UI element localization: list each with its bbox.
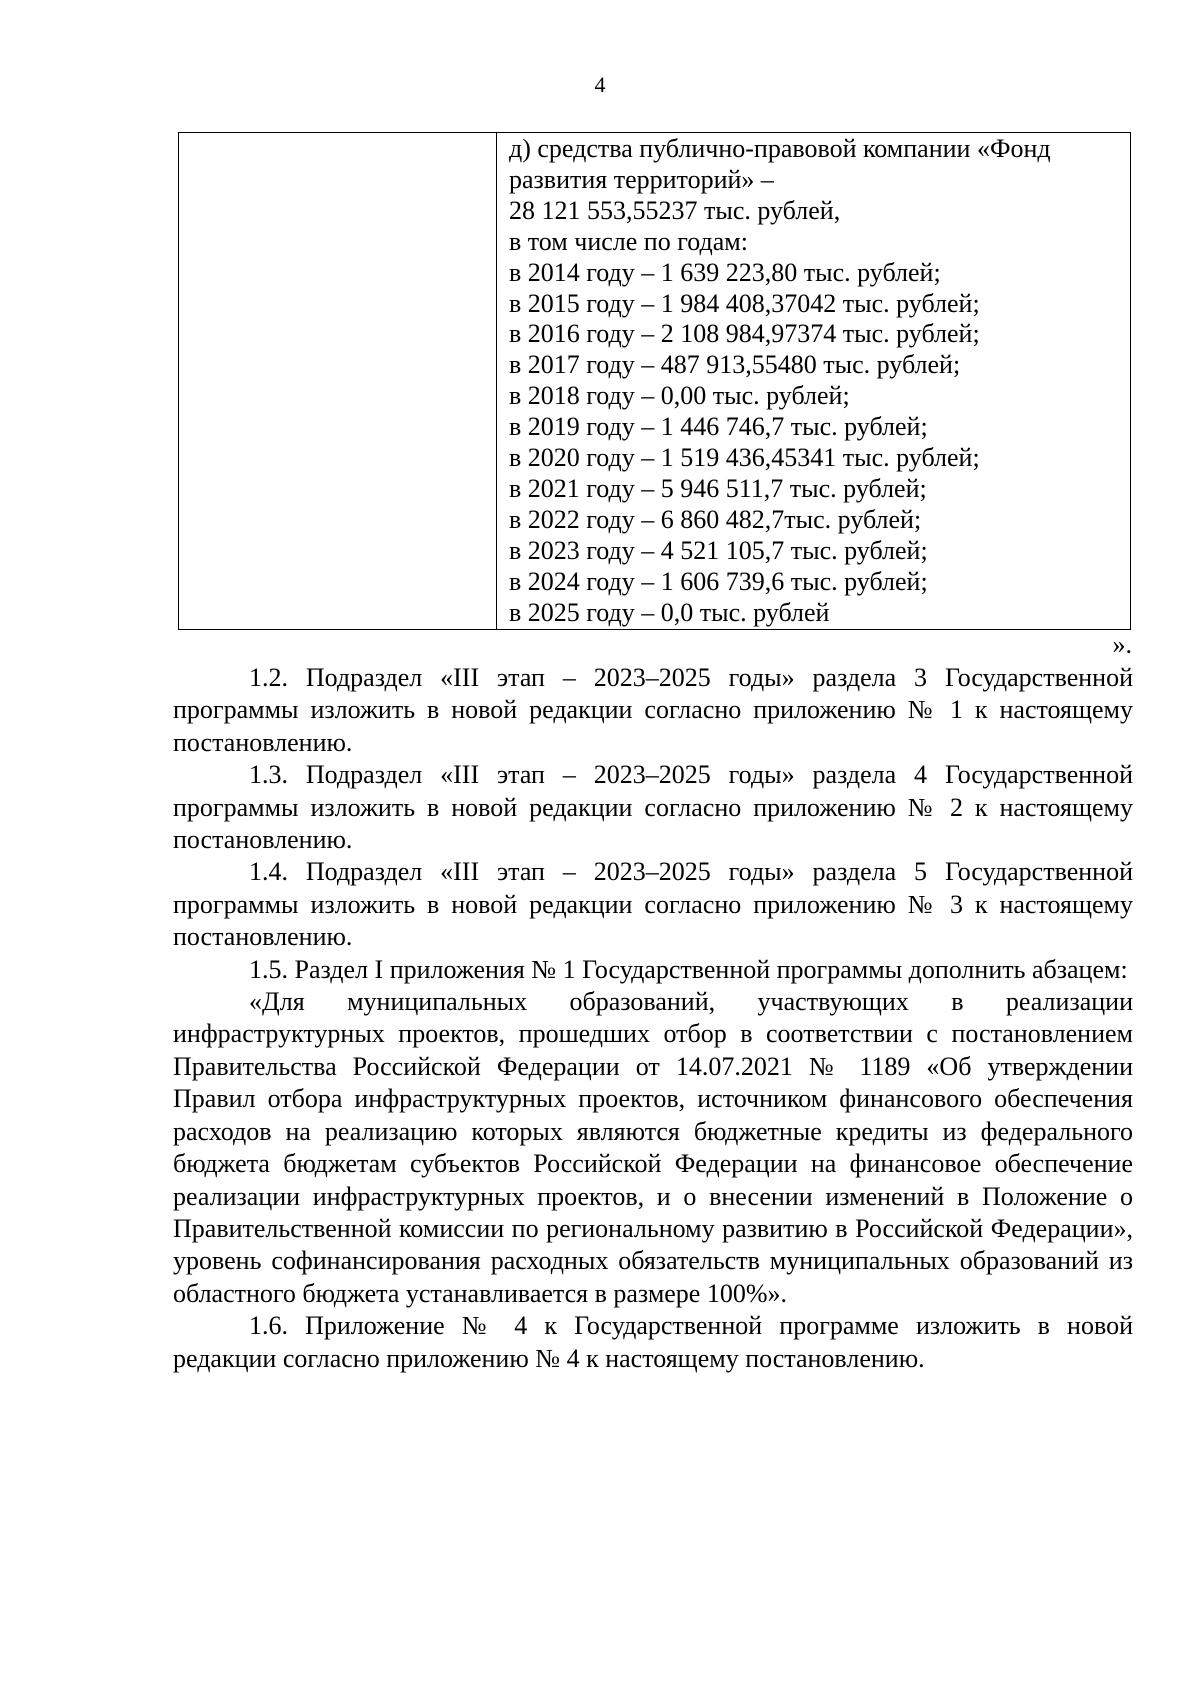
paragraph-1-3: 1.3. Подраздел «III этап – 2023–2025 годы» раздела 4 Государственной программы изложить в новой редакции согласно приложению № 2 к настоящему постановлению. <box>173 760 1133 855</box>
funding-year-2025: в 2025 году – 0,0 тыс. рублей <box>509 597 830 627</box>
funding-table <box>178 132 1131 630</box>
funding-source-title-line: д) средства публично-правовой компании «Фонд <box>509 134 1051 163</box>
funding-source-title-line: развития территорий» – <box>509 164 774 194</box>
funding-year-2016: в 2016 году – 2 108 984,97374 тыс. рублей; <box>509 319 980 349</box>
funding-total: 28 121 553,55237 тыс. рублей, <box>509 195 841 225</box>
funding-year-2018: в 2018 году – 0,00 тыс. рублей; <box>509 381 850 411</box>
paragraph-quoted-amendment: «Для муниципальных образований, участвующих в реализации инфраструктурных проектов, прошедших отбор в соответствии с постановлением Правительства Российской Федерации от 14.07.2021 № 1189 «Об утверждении Правил отбора инфраструктурных проектов, источником финансового обеспечения расходов на реализацию которых являются бюджетные кредиты из федерального бюджета бюджетам субъектов Российской Федерации на финансовое обеспечение реализации инфраструктурных проектов, и о внесении изменений в Положение о Правительственной комиссии по региональному развитию в Российской Федерации», уровень софинансирования расходных обязательств муниципальных образований из областного бюджета устанавливается в размере 100%». <box>173 987 1133 1308</box>
table-row <box>179 133 1131 630</box>
page-number: 4 <box>594 72 606 97</box>
funding-year-2015: в 2015 году – 1 984 408,37042 тыс. рублей; <box>509 288 980 318</box>
funding-year-2024: в 2024 году – 1 606 739,6 тыс. рублей; <box>509 566 928 596</box>
document-body <box>173 662 1133 1375</box>
paragraph-1-6: 1.6. Приложение № 4 к Государственной программе изложить в новой редакции согласно приложению № 4 к настоящему постановлению. <box>173 1311 1133 1373</box>
funding-by-year-label: в том числе по годам: <box>509 226 748 256</box>
funding-year-2021: в 2021 году – 5 946 511,7 тыс. рублей; <box>509 473 927 503</box>
funding-year-2022: в 2022 году – 6 860 482,7тыс. рублей; <box>509 504 922 534</box>
funding-year-2020: в 2020 году – 1 519 436,45341 тыс. рублей; <box>509 443 980 473</box>
funding-source-block <box>497 133 1130 629</box>
funding-year-2014: в 2014 году – 1 639 223,80 тыс. рублей; <box>509 257 941 287</box>
funding-year-2019: в 2019 году – 1 446 746,7 тыс. рублей; <box>509 412 928 442</box>
table-right-cell <box>497 133 1131 630</box>
funding-year-2017: в 2017 году – 487 913,55480 тыс. рублей; <box>509 350 961 380</box>
paragraph-1-5: 1.5. Раздел I приложения № 1 Государственной программы дополнить абзацем: <box>249 954 1128 984</box>
paragraph-1-4: 1.4. Подраздел «III этап – 2023–2025 годы» раздела 5 Государственной программы изложить в новой редакции согласно приложению № 3 к настоящему постановлению. <box>173 857 1133 952</box>
paragraph-1-2: 1.2. Подраздел «III этап – 2023–2025 годы» раздела 3 Государственной программы изложить в новой редакции согласно приложению № 1 к настоящему постановлению. <box>173 663 1133 757</box>
funding-year-2023: в 2023 году – 4 521 105,7 тыс. рублей; <box>509 535 928 565</box>
closing-quote-mark: ». <box>1112 630 1132 659</box>
table-left-cell <box>179 133 497 630</box>
